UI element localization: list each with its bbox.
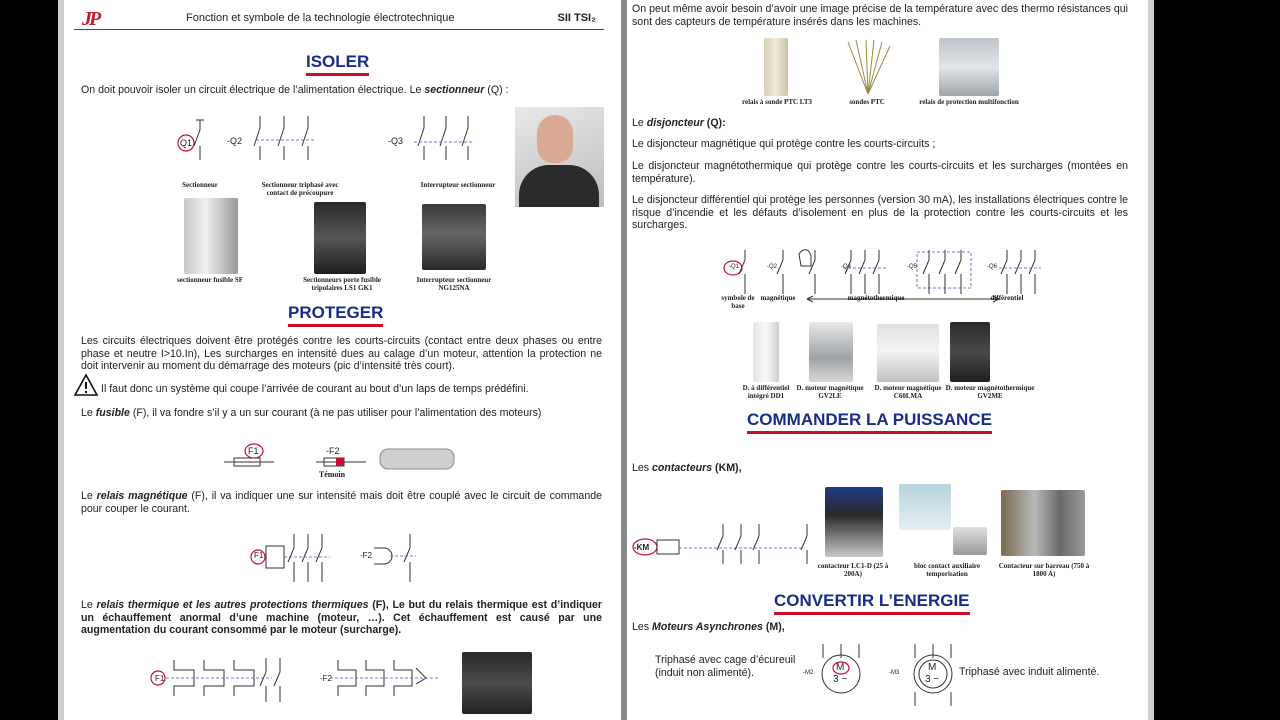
right-scrollbar-track: [1148, 0, 1154, 720]
heading-commander: COMMANDER LA PUISSANCE: [747, 410, 992, 434]
right-document-page: [627, 0, 1148, 720]
isoler-intro-pre: On doit pouvoir isoler un circuit électrique de l’alimentation électrique. Le: [81, 84, 425, 96]
caption-interrupteur-sectionneur: Interrupteur sectionneur: [420, 181, 496, 189]
motor-cage-m: M: [836, 662, 845, 673]
moteurs-post: (M),: [762, 621, 785, 633]
photo-gv2me: [950, 322, 990, 382]
relais-thermique-symbols: [150, 654, 450, 714]
disj-post: (Q):: [703, 117, 726, 129]
caption-ng125na: Interrupteur sectionneur NG125NA: [416, 276, 492, 292]
photo-temporisation: [953, 527, 987, 555]
left-document-page: [64, 0, 621, 720]
sectionneur-symbols: [174, 112, 494, 172]
disj-em: disjoncteur: [646, 117, 704, 129]
caption-gv2me: D. moteur magnétothermique GV2ME: [945, 384, 1035, 400]
disjoncteur-title: [632, 117, 932, 130]
caption-sectionneur: Sectionneur: [182, 181, 218, 189]
disj-label-q1: -Q1: [729, 264, 740, 270]
logo: JP: [82, 8, 99, 30]
heading-isoler: ISOLER: [306, 52, 369, 76]
km-label: -KM: [634, 543, 650, 552]
caption-dd1: D. à différentiel intégré DD1: [742, 384, 790, 400]
photo-relais-ptc: [764, 38, 788, 96]
caption-relais-multifonction: relais de protection multifonction: [919, 98, 1019, 106]
isoler-intro-post: (Q) :: [484, 84, 509, 96]
caption-relais-ptc: relais à sonde PTC LT3: [741, 98, 812, 106]
contacteurs-text: [632, 462, 932, 475]
motor-induit-sub: 3 ~: [925, 674, 940, 685]
photo-dd1: [753, 322, 779, 382]
relais-th-label-f1: F1: [155, 674, 165, 683]
caption-c60lma: D. moteur magnétique C60LMA: [874, 384, 942, 400]
moteurs-text: [632, 621, 932, 634]
caption-sondes-ptc: sondes PTC: [849, 98, 885, 106]
disjoncteur-3: Le disjoncteur différentiel qui protège les personnes (version 30 mA), les installations électriques contre le risque d’incendie et les défauts d’isolement en plus de la protection contre les courts-circuits et les surcharges.: [632, 194, 1128, 232]
caption-lc1d: contacteur LC1-D (25 à 200A): [817, 562, 889, 578]
photo-relais-thermique: [462, 652, 532, 714]
relais-mag-label-f2: -F2: [360, 551, 372, 560]
photo-sectionneur-porte-fusible: [314, 202, 366, 274]
presenter-head: [537, 115, 573, 163]
relais-mag-em: relais magnétique: [96, 490, 188, 502]
disj-pre: Le: [632, 117, 647, 129]
relais-th-em: relais thermique et les autres protections thermiques: [96, 599, 369, 611]
photo-sondes-ptc: [842, 38, 894, 96]
caption-gv2le: D. moteur magnétique GV2LE: [796, 384, 864, 400]
motor-induit-m: M: [928, 662, 937, 673]
motor-label-m3: -M3: [889, 670, 900, 676]
isoler-intro: [81, 84, 521, 97]
relais-mag-pre: Le: [81, 490, 97, 502]
photo-sectionneur-fusible: [184, 198, 238, 274]
fuse-label-f1: F1: [248, 446, 259, 456]
photo-contacteur-barreau: [1001, 490, 1085, 556]
caption-bloc-auxiliaire: bloc contact auxiliaire temporisation: [914, 562, 980, 578]
relais-magnetique-symbols: [250, 530, 450, 586]
contacteur-symbols: [631, 520, 811, 566]
relais-mag-post: (F), il va indiquer une sur intensité mais doit être couplé avec le circuit de commande pour couper le courant.: [81, 490, 603, 515]
disj-label-q6: -Q6: [987, 264, 998, 270]
motor-label-m2: -M2: [803, 670, 814, 676]
heading-proteger: PROTEGER: [288, 303, 383, 327]
heading-convertir: CONVERTIR L’ENERGIE: [774, 591, 970, 615]
webcam-overlay: [515, 107, 604, 207]
disj-label-q2: -Q2: [767, 264, 778, 270]
relais-magnetique-text: [81, 490, 602, 515]
photo-contacteur-lc1d: [825, 487, 883, 557]
warning-icon: [74, 373, 98, 397]
disj-label-q4: -Q4: [841, 264, 852, 270]
presenter-body: [519, 165, 599, 207]
caption-porte-fusible: Sectionneurs porte fusible tripolaires LS1 GK1: [303, 276, 381, 292]
fusible-post: (F), il va fondre s’il y a un sur courant (à ne pas utiliser pour l’alimentation des moteurs): [129, 407, 542, 419]
sym-q2: -Q2: [227, 136, 243, 146]
caption-differentiel: différentiel: [990, 294, 1024, 302]
relais-th-pre: Le: [81, 599, 97, 611]
isoler-intro-em: sectionneur: [424, 84, 485, 96]
sym-q1: Q1: [180, 138, 193, 148]
disj-label-q5: -Q5: [907, 264, 918, 270]
motor-cage-sub: 3 ~: [833, 674, 848, 685]
proteger-p1: Les circuits électriques doivent être protégés contre les courts-circuits (contact entre deux phases ou entre phase et neutre I>10.In), Les surcharges en intensité dues au calage d’un moteur, attention la protection ne doit intervenir au moment du démarrage des moteurs (pic d’intensité très court).: [81, 335, 602, 373]
photo-relais-multifonction: [939, 38, 999, 96]
moteur-cage-text: Triphasé avec cage d’écureuil (induit non alimenté).: [655, 654, 796, 679]
caption-barreau: Contacteur sur barreau (750 à 1800 A): [998, 562, 1090, 578]
photo-c60lma: [877, 324, 939, 382]
contact-post: (KM),: [712, 462, 742, 474]
disjoncteur-1: Le disjoncteur magnétique qui protège contre les courts-circuits ;: [632, 138, 936, 150]
caption-sectionneur-fusible-sf: sectionneur fusible SF: [177, 276, 243, 284]
temperature-text: On peut même avoir besoin d’avoir une image précise de la température avec des thermo résistances qui sont des capteurs de température insérés dans les machines.: [632, 3, 1128, 28]
fusible-pre: Le: [81, 407, 96, 419]
moteur-induit-text: Triphasé avec induit alimenté.: [959, 666, 1100, 678]
moteurs-em: Moteurs Asynchrones: [652, 621, 763, 633]
relais-th-label-f2: -F2: [320, 674, 332, 683]
moteurs-pre: Les: [632, 621, 653, 633]
page-header: [74, 6, 604, 30]
photo-bloc-auxiliaire: [899, 484, 951, 530]
photo-gv2le: [809, 322, 853, 382]
fusible-em: fusible: [95, 407, 130, 419]
fuse-label-f2: -F2: [326, 446, 340, 456]
header-class: SII TSI₂: [557, 12, 596, 24]
contact-em: contacteurs: [652, 462, 713, 474]
caption-magnetothermique: magnétothermique: [847, 294, 905, 302]
relais-thermique-text: [81, 599, 602, 637]
caption-magnetique: magnétique: [760, 294, 796, 302]
relais-mag-label-f1: F1: [254, 551, 264, 560]
contact-pre: Les: [632, 462, 653, 474]
caption-temoin: Témoin: [318, 470, 346, 479]
photo-interrupteur-ng125: [422, 204, 486, 270]
disjoncteur-2: Le disjoncteur magnétothermique qui protège contre les courts-circuits et les surcharges (montées en température).: [632, 160, 1128, 185]
caption-sectionneur-triphase: Sectionneur triphasé avec contact de précoupure: [261, 181, 339, 197]
header-title: Fonction et symbole de la technologie électrotechnique: [186, 12, 455, 24]
fusible-text: [81, 407, 602, 420]
proteger-p2: Il faut donc un système qui coupe l’arrivée de courant au bout d’un laps de temps prédéfini.: [101, 383, 529, 395]
relais-th-post: (F), Le but du relais thermique est d’indiquer un échauffement anormal d’une machine (moteur, …). Cet échauffement est causé par une augmentation du courant consommé par le moteur (surcharge).: [81, 599, 602, 637]
sym-q3: -Q3: [388, 136, 404, 146]
caption-symbole-base: symbole de base: [721, 294, 755, 310]
